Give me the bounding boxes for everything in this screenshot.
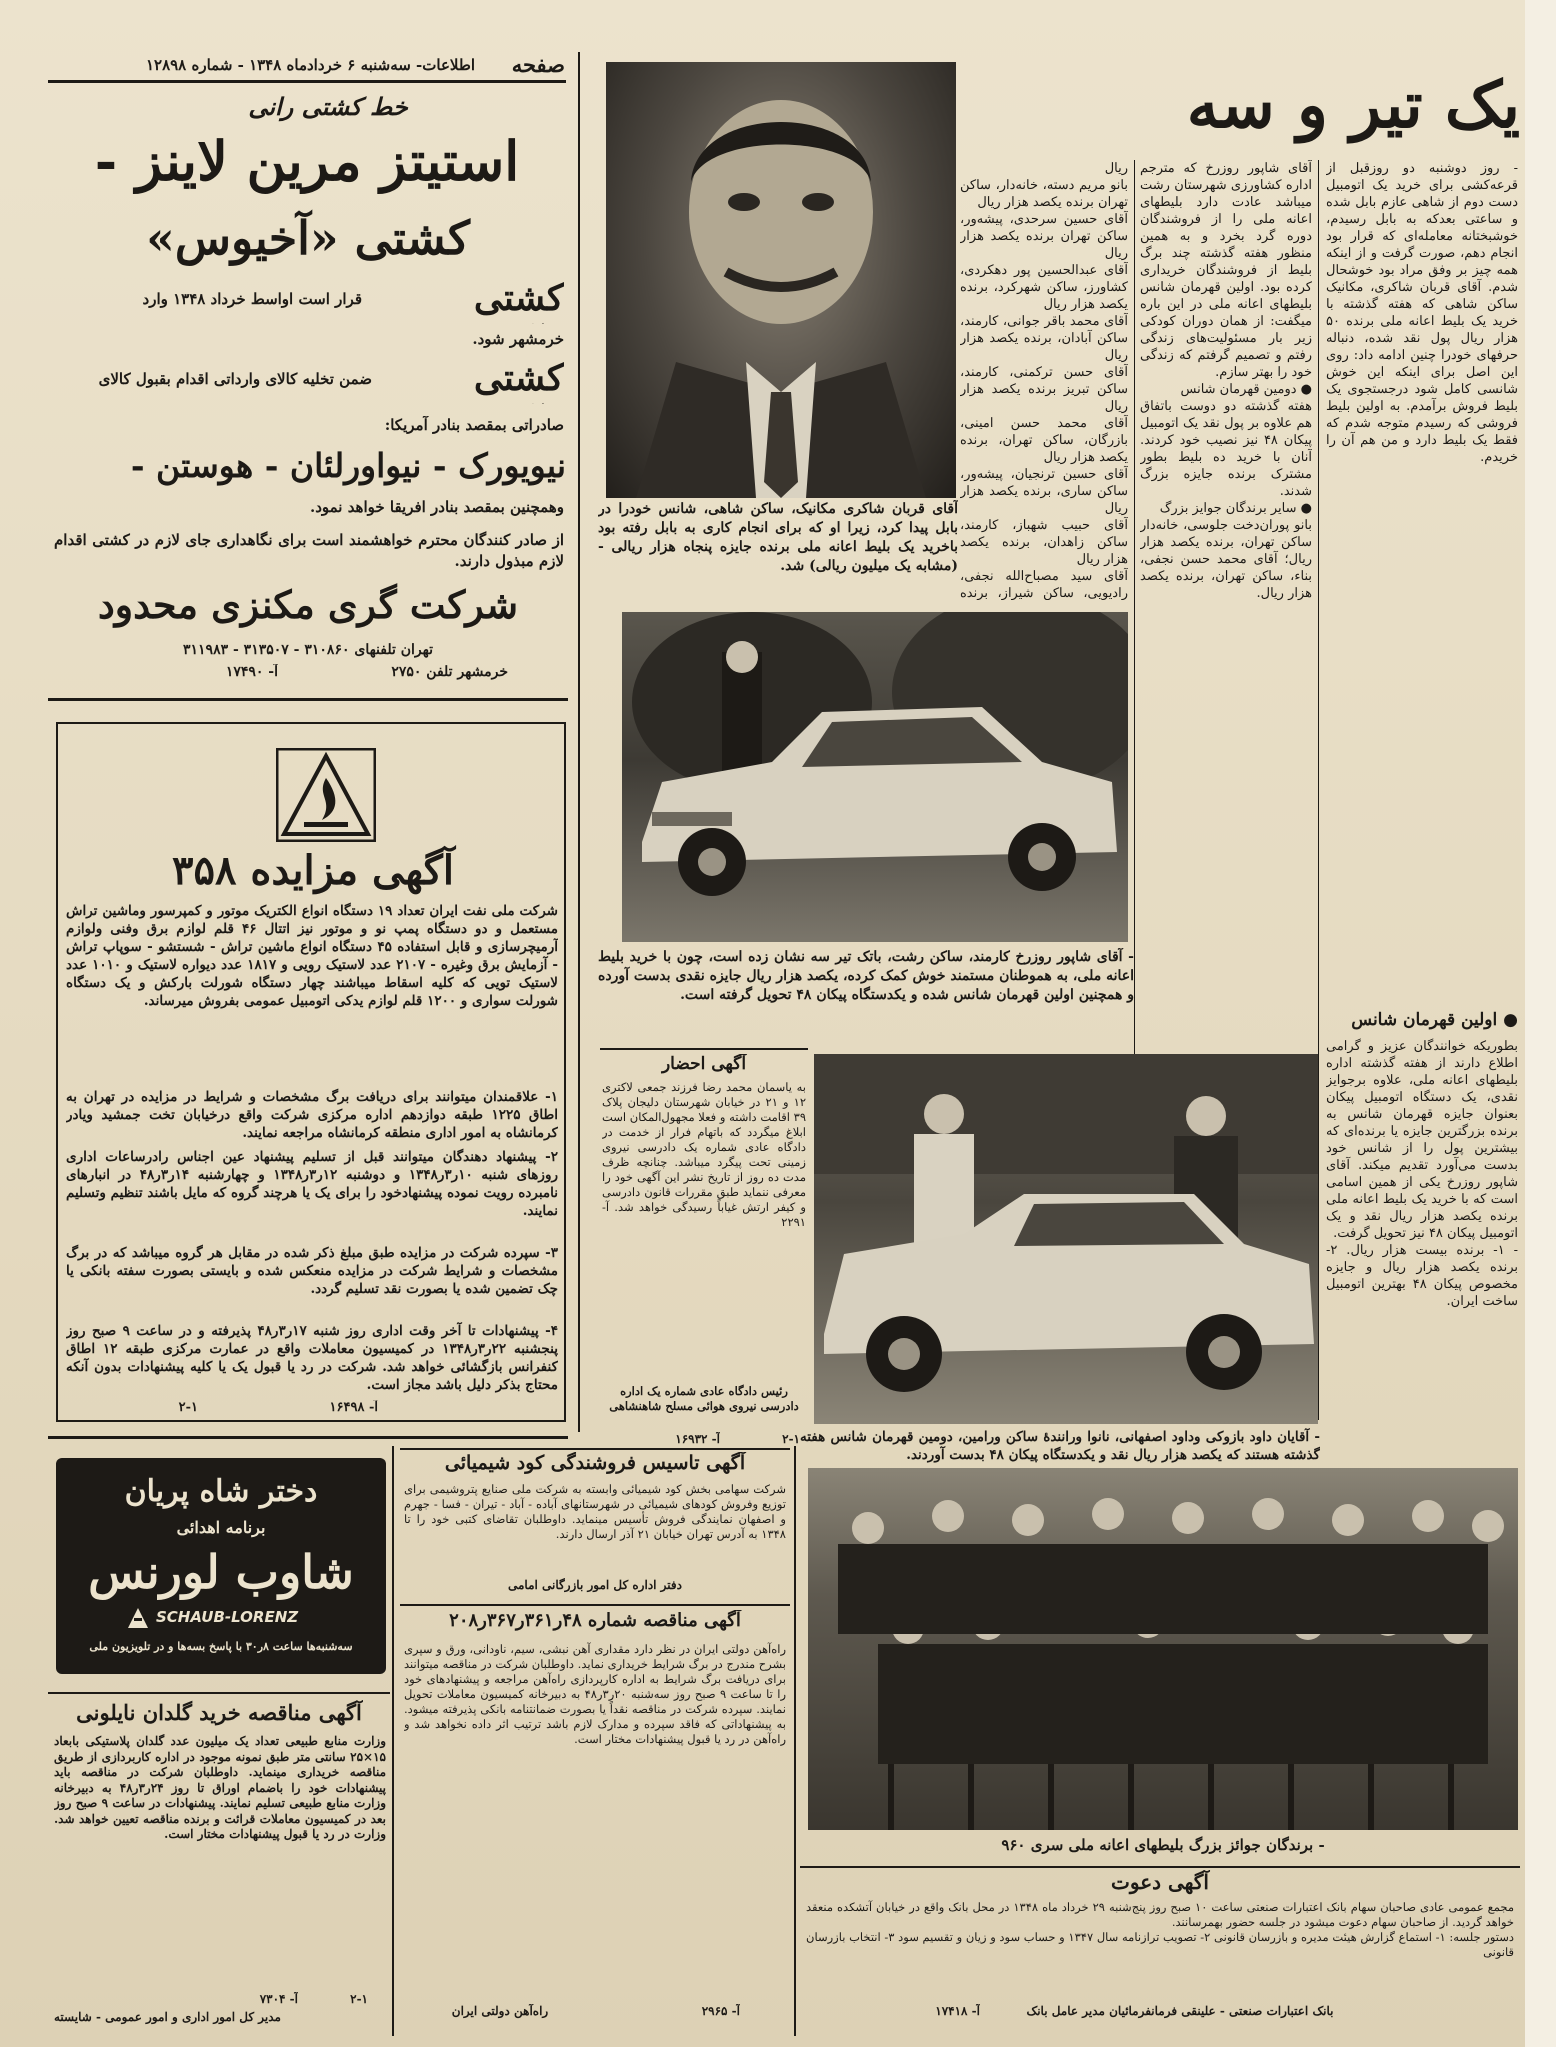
ship-title: کشتی «آخیوس» (146, 211, 470, 265)
fertilizer-title: آگهی تاسیس فروشندگی کود شیمیائی (444, 1452, 746, 1474)
main-story-col3: ریال بانو مریم دسته، خانه‌دار، ساکن تهران برنده یکصد هزار ریال آقای حسین سرحدی، پیشه‌ور، ساکن تهران برنده یکصد هزار ریال آقای عبدالحسین پور دهکردی، کشاورز، ساکن شهرکرد، برنده یکصد هزار ریال آقای محمد باقر جوانی، کارمند، ساکن آبادان، برنده یکصد هزار ریال آقای حسن ترکمنی، کارمند، ساکن تبریز برنده یکصد هزار ریال آقای محمد حسن امینی، بازرگان، ساکن تهران، برنده یکصد هزار ریال آقای حسین ترنجیان، پیشه‌ور، ساکن ساری، برنده یکصد هزار ریال آقای حبیب شهباز، کارمند، ساکن زاهدان، برنده یکصد هزار ریال آقای سید مصباح‌الله نجفی، رادیویی، ساکن شیراز، برنده (960, 161, 1128, 600)
invitation-title: آگهی دعوت (1111, 1870, 1209, 1894)
radio-line-1: دختر شاه پریان (124, 1474, 318, 1509)
ship-port: خرمشهر شود. (472, 330, 564, 348)
ship-line-company: خط کشتی رانی (248, 92, 408, 121)
winner-portrait-photo (606, 62, 956, 498)
ship-export: صادراتی بمقصد بنادر آمریکا: (384, 416, 564, 434)
summons-title: آگهی احضار (661, 1054, 747, 1074)
invitation-body: مجمع عمومی عادی صاحبان سهام بانک اعتبارات صنعتی ساعت ۱۰ صبح روز پنج‌شنبه ۲۹ خرداد ماه ۱۳۴۸ در محل بانک واقع در خیابان آتشکده منعقد خواهد گردید. از صاحبان سهام دعوت میشود در جلسه حضور بهمرسانند. دستور جلسه: ۱- استماع گزارش هیئت مدیره و بازرسان قانونی ۲- تصویب ترازنامه سال ۱۳۴۷ و حساب سود و زیان و تقسیم سود ۳- انتخاب بازرسان قانونی (806, 1900, 1514, 1959)
auction-title: آگهی مزایده ۳۵۸ (172, 847, 454, 894)
portrait-figure-icon (606, 62, 956, 498)
summons-code: آ- ۱۶۹۳۲ (675, 1432, 720, 1446)
lower-story-body: بطوریکه خوانندگان عزیز و گرامی اطلاع دارند از هفته گذشته اداره بلیطهای اعانه ملی، علاوه برجوایز نقدی، یک دستگاه اتومبیل پیکان بعنوان جایزه قهرمان شانس به برنده بزرگترین جایزه یا برنده‌ای که بیشترین پول را از شانس خود بدست می‌آورد تقدیم میکند. آقای شاپور روزرخ یکی از همین اسامی است که با خرید یک بلیط اعانه ملی برنده یکصد هزار ریال نقد و یک اتومبیل پیکان ۴۸ نیز تحویل گرفت. - ۱- برنده بیست هزار ریال. ۲- برنده یکصد هزار ریال و جایزه مخصوص پیکان ۴۸ بهترین اتومبیل ساخت ایران. (1326, 1039, 1518, 1309)
photo2-caption: - آقای شاپور روزرخ کارمند، ساکن رشت، باتک تیر سه نشان زده است، چون با خرید بلیط اعانه ملی، به هموطنان مستمند خوش کمک کرده، یکصد هزار ریال جایزه نقدی بدست آورده و همچنین اولین قهرمان شانس شده و یکدستگاه پیکان ۴۸ تحویل گرفته است. (598, 949, 1134, 1003)
summons-notice (600, 1054, 808, 1450)
ship-phones-khorramshahr: خرمشهر تلفن ۲۷۵۰ (391, 664, 508, 680)
car-icon (622, 612, 1128, 942)
fertilizer-ad (400, 1452, 790, 1598)
invitation-sign: بانک اعتبارات صنعتی - علینقی فرمانفرمائیان مدیر عامل بانک (1026, 2004, 1334, 2018)
auction-item-2: ۲- پیشنهاد دهندگان میتوانند قبل از تسلیم پیشنهاد عین اجناس رادرساعات اداری روزهای شنبه ۱۰ر۳ر۱۳۴۸ و دوشنبه ۱۲ر۳ر۱۳۴۸ و چهارشنبه ۱۴ر۳ر۴۸ در انبارهای نامبرده رویت نموده پیشنهادخود را برای یک یا هرچند گروه که مایل باشند تنظیم وتسلیم نمایند. (66, 1149, 558, 1219)
main-story-col1: - روز دوشنبه دو روزقبل از قرعه‌کشی برای خرید یک اتومبیل دست دوم از شاهی عازم بابل شده و ساعتی بعدکه به بابل رسیدم، خوشبختانه معامله‌ای که قرار بود انجام دهم، صورت گرفت و از اینکه همه چیز بر وفق مراد بود خوشحال شدم. آقای قربان شاکری، مکانیک ساکن شاهی که هفته گذشته با خرید یک بلیط اعانه ملی برنده ۵۰ هزار ریال پول نقد شده، دنباله حرفهای خودرا چنین ادامه داد: روی این اصل برای اینکه این خوش شانسی کامل شود درجستجوی یک بلیط فروش برآمدم. به اولین بلیط فروشی که رسیدم متوجه شدم که فقط یک بلیط دارد و من هم آن را خریدم. (1326, 161, 1518, 465)
scan-margin (1525, 0, 1556, 2047)
header-rule (48, 80, 566, 83)
ship-ad (48, 86, 568, 694)
ship-name-1: کشتی (473, 277, 564, 319)
tender-sign: راه‌آهن دولتی ایران (451, 2004, 549, 2018)
ship-africa: وهمچنین بمقصد بنادر افریقا خواهد نمود. (309, 498, 564, 516)
ship-unload: ضمن تخلیه کالای وارداتی اقدام بقبول کالای (98, 370, 372, 388)
vase-body: وزارت منابع طبیعی تعداد یک میلیون عدد گلدان پلاستیکی بابعاد ۱۵×۲۵ سانتی متر طبق نمونه موجود در اداره کاربردازی از طریق مناقصه خریداری مینماید. داوطلبان شرکت در مناقصه باید پیشنهادات خود را باضمام اوراق تا روز ۲۴ر۳ر۴۸ به دبیرخانه وزارت منابع طبیعی تسلیم نمایند. پیشنهادات در ساعت ۹ صبح روز بعد در کمیسیون معاملات قرائت و برنده مناقصه تعیین خواهد شد. وزارت در رد یا قبول پیشنهادات مختار است. (54, 1734, 386, 1841)
winners-group-photo (808, 1468, 1518, 1830)
lower-story-heading: ● اولین قهرمان شانس (1351, 1010, 1518, 1030)
summons-sign: رئیس دادگاه عادی شماره یک اداره دادرسی نیروی هوائی مسلح شاهنشاهی (609, 1384, 799, 1413)
fertilizer-sign: دفتر اداره کل امور بازرگانی امامی (507, 1578, 682, 1592)
auction-code: آ- ۱۶۴۹۸ (329, 1400, 378, 1415)
left-column-separator (578, 52, 580, 1432)
auction-intro: شرکت ملی نفت ایران تعداد ۱۹ دستگاه انواع الکتریک موتور و کمپرسور وماشین تراش مستعمل و دو دستگاه پمپ نو و موتور نیز اتتال ۴۶ قلم لوازم برق وفنی ولوازم آرمیچرسازی و قابل استفاده ۴۵ دستگاه انواع ماشین تراش - شستشو - سوپاپ تراش - آزمایش برق وغیره - ۲۱۰۷ عدد لاستیک رویی و ۱۸۱۷ عدد دیواره لاستیک و ۱۰۱۰ عدد لاستیک تویی که کلیه اسقاط میباشند چهار دستگاه شورلت بارکش و یک دستگاه شورلت سواری و ۱۲۰۰ قلم لوازم یدکی اتومبیل عمومی بفروش میرساند. (66, 903, 558, 1009)
radio-schedule: سه‌شنبه‌ها ساعت ۸ر۳۰ با پاسخ بسه‌ها و در تلویزیون ملی (89, 1640, 353, 1653)
ship-request: از صادر کنندگان محترم خواهشمند است برای نگاهداری جای لازم در کشتی اقدام لازم مبذول دارند. (54, 531, 564, 570)
ship-code: آ- ۱۷۴۹۰ (225, 664, 278, 680)
summons-body: به یاسمان محمد رضا فرزند جمعی لاکتری ۱۲ و ۲۱ در خیابان شهرستان دلیجان پلاک ۳۹ اقامت داشته و فعلا مجهول‌المکان است ابلاغ میگردد که باتهام فرار از خدمت در دادگاه عادی شماره یک دادرسی نیروی زمینی تحت پیگرد میباشد. چنانچه ظرف مدت ده روز از تاریخ نشر این آگهی خود را معرفی ننماید طبق مقررات قانون دادرسی و کیفر ارتش غیاباً رسیدگی خواهد شد. آ- ۲۲۹۱ (602, 1080, 806, 1229)
auction-item-1: ۱- علاقمندان میتوانند برای دریافت برگ مشخصات و شرایط در مزایده در تهران به اطاق ۱۲۲۵ طبقه دوازدهم اداره مرکزی شرکت واقع درخیابان تخت جمشید ویادر کرمانشاه به امور اداری منطقه کرمانشاه مراجعه نمایند. (66, 1089, 558, 1141)
radio-logo-icon (126, 1606, 150, 1630)
radio-line-2: برنامه اهدائی (176, 1518, 266, 1537)
vase-ref: ۲-۱ (350, 1992, 368, 2006)
ship-ad-bottom-rule (48, 698, 568, 701)
page-number: صفحه (511, 52, 565, 77)
radio-brand-fa: شاوب لورنس (88, 1545, 354, 1599)
vase-sign: مدیر کل امور اداری و امور عمومی - شایسته (54, 2010, 281, 2024)
summons-ref: ۲-۱ (782, 1432, 800, 1446)
tender-top-rule (400, 1604, 790, 1606)
ship-headline: استیتز مرین لاینز - (94, 129, 520, 193)
photo1-caption: آقای قربان شاکری مکانیک، ساکن شاهی، شانس خودرا در بابل پیدا کرد، زیرا او که برای انجام کاری به بابل رفته بود باخرید یک بلیط اعانه ملی برنده جایزه پنجاه هزار ریالی - (مشابه یک میلیون ریالی) شد. (598, 501, 958, 574)
vase-code: آ- ۷۳۰۴ (259, 1992, 298, 2006)
photo4-caption: - برندگان جوائز بزرگ بلیطهای اعانه ملی سری ۹۶۰ (1001, 1836, 1325, 1854)
vase-tender-ad (48, 1700, 390, 2030)
auction-item-3: ۳- سپرده شرکت در مزایده طبق مبلغ ذکر شده در مقابل هر گروه میباشد که در برگ مشخصات و شرایط شرکت در مزایده منعکس شده و بایستی بصورت سفته بانکی یا چک تضمین شده یا بصورت نقد تسلیم گردد. (66, 1245, 558, 1297)
ship-name-2: کشتی (473, 357, 564, 399)
summons-top-rule (600, 1048, 808, 1050)
tender-title: آگهی مناقصه شماره ۴۸ر۳۶۱ر۳۶۷ر۲۰۸ (449, 1610, 741, 1631)
invitation-code: آ- ۱۷۴۱۸ (935, 2004, 980, 2018)
invitation-top-rule (800, 1866, 1520, 1868)
main-headline: یک تیر و سه (1186, 68, 1520, 143)
auction-bottom-rule (48, 1436, 568, 1439)
paykan-car-photo-2 (814, 1054, 1318, 1424)
photo3-caption: - آقایان داود بازوکی وداود اصفهانی، نانوا ورانندهٔ ساکن ورامین، دومین قهرمان شانس هفته گذشته هستند که یکصد هزار ریال نقد و یکدستگاه پیکان ۴۸ بدست آوردند. (800, 1429, 1320, 1463)
nioc-logo (276, 748, 376, 842)
ship-arrival: قرار است اواسط خرداد ۱۳۴۸ وارد (142, 290, 362, 308)
main-story-col2: آقای شاپور روزرخ که مترجم اداره کشاورزی شهرستان رشت میباشد عادت دارد بلیطهای اعانه ملی را از فروشندگان دوره گرد بخرد و به همین منظور هفته گذشته چند برگ بلیط از فروشندگان خریداری کرده بود. اولین قهرمان شانس بلیطهای اعانه ملی در این باره میگفت: از همان دوران کودکی زیر بار مسئولیت‌های زندگی رفتم و تصمیم گرفتم که زندگی خود را بهتر سازم. ● دومین قهرمان شانس هفته گذشته دو دوست باتفاق هم علاوه بر پول نقد یک اتومبیل پیکان ۴۸ نیز نصیب خود کردند. آنان با خرید ده بلیط بطور مشترک برنده جایزه بزرگ شدند. ● سایر برندگان جوایز بزرگ بانو پوران‌دخت جلوسی، خانه‌دار ساکن تهران، برنده یکصد هزار ریال؛ آقای محمد حسن نجفی، بناء، ساکن تهران، برنده یکصد هزار ریال. (1140, 161, 1312, 601)
ship-cities: نیویورک - نیواورلئان - هوستن - (130, 446, 566, 485)
tender-code: آ- ۲۹۶۵ (701, 2004, 740, 2018)
auction-ad (56, 722, 566, 1422)
lower-left-separator (392, 1446, 394, 2036)
auction-item-4: ۴- پیشنهادات تا آخر وقت اداری روز شنبه ۱۷ر۳ر۴۸ پذیرفته و در ساعت ۹ صبح روز پنجشنبه ۲۲ر۳ر۱۳۴۸ در کمیسیون معاملات واقع در عمارت مرکزی طبقه ۱۲ اطاق کنفرانس بازگشائی خواهد شد. شرکت در رد یا قبول یک یا کلیه پیشنهادات بدون آنکه محتاج بذکر دلیل باشد مجاز است. (66, 1323, 558, 1393)
flame-emblem-icon (276, 748, 376, 842)
radio-ad (56, 1458, 386, 1674)
car-with-owners-icon (814, 1054, 1318, 1424)
ship-agent: شرکت گری مکنزی محدود (97, 582, 519, 627)
tender-body: راه‌آهن دولتی ایران در نظر دارد مقداری آهن نبشی، سیم، ناودانی، ورق و سپری بشرح مندرج در برگ شرایط خریداری نماید. داوطلبان شرکت در مناقصه میتوانند برای دریافت برگ شرایط به اداره کارپردازی راه‌آهن مراجعه و پیشنهادهای خود را تا ساعت ۹ صبح روز سه‌شنبه ۲۰ر۳ر۴۸ به دبیرخانه کمیسیون معاملات تحویل نمایند. سپرده شرکت در مناقصه نقداً یا بصورت ضمانتنامه بانکی پذیرفته میشود. به پیشنهاداتی که فاقد سپرده و مدارک لازم باشد ترتیب اثر داده نخواهد شد و راه‌آهن در رد یا قبول پیشنهادات مختار است. (404, 1642, 786, 1746)
ship-phones-tehran: تهران تلفنهای ۳۱۰۸۶۰ - ۳۱۳۵۰۷ - ۳۱۱۹۸۳ (182, 642, 433, 658)
group-of-people-icon (808, 1468, 1518, 1830)
paykan-car-photo-1 (622, 612, 1128, 942)
invitation-ad (800, 1870, 1520, 2038)
issue-line: اطلاعات- سه‌شنبه ۶ خردادماه ۱۳۴۸ - شماره ۱۲۸۹۸ (145, 56, 475, 74)
col-rule-a (1318, 160, 1319, 1420)
fertilizer-top-rule (400, 1448, 790, 1450)
radio-brand-en: SCHAUB-LORENZ (156, 1608, 299, 1626)
vase-title: آگهی مناقصه خرید گلدان نایلونی (76, 1700, 362, 1725)
fertilizer-body: شرکت سهامی بخش کود شیمیائی وابسته به شرکت ملی صنایع پتروشیمی برای توزیع وفروش کودهای شیمیائی در شهرستانهای آباده - آباد - تیران - فسا - جهرم و اصفهان نمایندگی فروش تأسیس مینماید. داوطلبان تقاضای کتبی خود را تا ۱۳۴۸ به آدرس تهران خیابان ۲۱ آذر ارسال دارند. (404, 1482, 786, 1541)
center-separator (794, 1446, 796, 2036)
auction-ref: ۲-۱ (178, 1400, 198, 1415)
vase-top-rule (48, 1692, 390, 1694)
railway-tender-ad (400, 1610, 790, 2036)
